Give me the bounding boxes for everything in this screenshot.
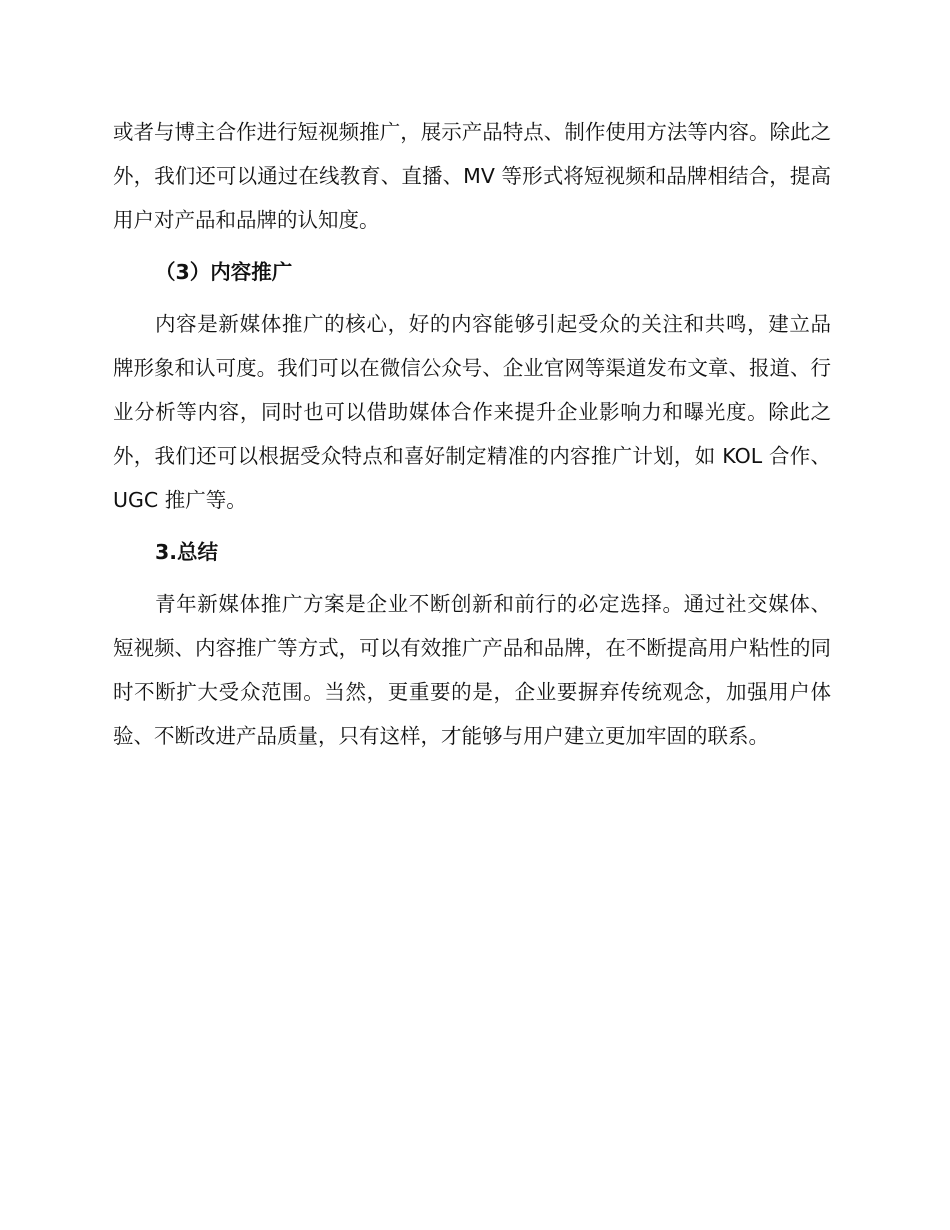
section-heading-content-promotion: （3）内容推广 (155, 260, 293, 284)
document-body (113, 110, 831, 766)
section-heading-summary: 3.总结 (155, 540, 219, 564)
paragraph-content-promotion: 内容是新媒体推广的核心，好的内容能够引起受众的关注和共鸣，建立品牌形象和认可度。我们可以在微信公众号、企业官网等渠道发布文章、报道、行业分析等内容，同时也可以借助媒体合作来提升企业影响力和曝光度。除此之外，我们还可以根据受众特点和喜好制定精准的内容推广计划，如 KOL 合作、UGC 推广等。 (113, 312, 831, 512)
paragraph-short-video-continued: 或者与博主合作进行短视频推广，展示产品特点、制作使用方法等内容。除此之外，我们还可以通过在线教育、直播、MV 等形式将短视频和品牌相结合，提高用户对产品和品牌的认知度。 (113, 120, 831, 232)
paragraph-summary: 青年新媒体推广方案是企业不断创新和前行的必定选择。通过社交媒体、短视频、内容推广等方式，可以有效推广产品和品牌，在不断提高用户粘性的同时不断扩大受众范围。当然，更重要的是，企业要摒弃传统观念，加强用户体验、不断改进产品质量，只有这样，才能够与用户建立更加牢固的联系。 (113, 592, 831, 748)
